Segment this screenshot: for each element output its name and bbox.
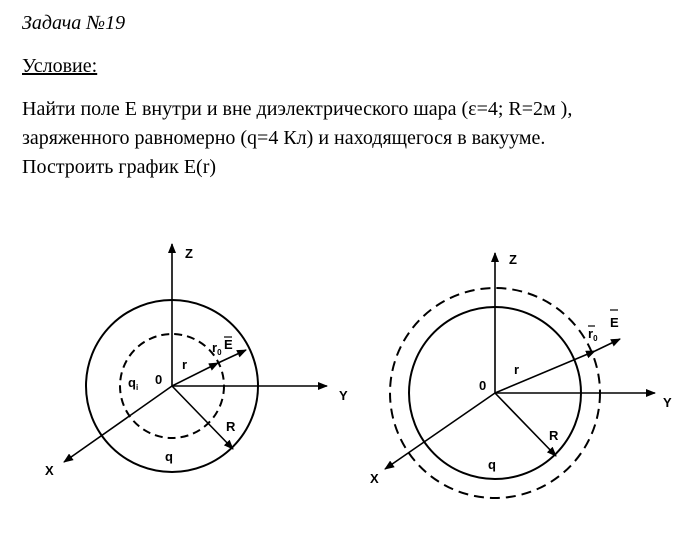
left-q-label: q <box>165 449 173 464</box>
left-origin-label: 0 <box>155 372 163 387</box>
right-r0-sub: 0 <box>593 334 598 343</box>
right-q-label: q <box>488 457 496 472</box>
problem-line-1: Найти поле Е внутри и вне диэлектрического шара (ε=4; R=2м ), <box>22 98 573 120</box>
right-x-label: X <box>370 471 379 486</box>
right-z-label: Z <box>509 252 517 267</box>
problem-title: Задача №19 <box>22 12 126 34</box>
right-E-label: E <box>610 315 619 330</box>
left-qi-label <box>128 375 138 392</box>
left-x-label: X <box>45 463 54 478</box>
left-r0-main: r <box>212 340 218 355</box>
left-r0-sub: 0 <box>217 348 222 357</box>
left-z-label: Z <box>185 246 193 261</box>
right-r-label: r <box>514 362 520 377</box>
problem-line-3: Построить график Е(r) <box>22 156 217 178</box>
right-x-axis <box>385 393 495 469</box>
right-R-label: R <box>549 428 559 443</box>
left-qi-sub: i <box>135 383 139 392</box>
right-radius-R-arrow <box>495 393 556 456</box>
condition-label: Условие: <box>22 55 98 77</box>
left-radius-r-arrow <box>172 363 218 386</box>
left-E-label: E <box>224 337 233 352</box>
right-y-label: Y <box>663 395 672 410</box>
left-y-label: Y <box>339 388 348 403</box>
left-figure <box>45 244 348 478</box>
right-r0-main: r <box>588 326 594 341</box>
left-qi-main: q <box>128 375 136 390</box>
left-R-label: R <box>226 419 236 434</box>
left-r-label: r <box>182 357 188 372</box>
right-origin-label: 0 <box>479 378 487 393</box>
right-figure <box>370 252 672 498</box>
right-r0-label <box>588 326 598 343</box>
problem-line-2: заряженного равномерно (q=4 Кл) и находящегося в вакууме. <box>22 127 546 149</box>
left-r0-label <box>212 340 222 357</box>
right-field-arrow <box>595 339 620 351</box>
left-radius-R-arrow <box>172 386 233 449</box>
left-x-axis <box>64 386 172 462</box>
